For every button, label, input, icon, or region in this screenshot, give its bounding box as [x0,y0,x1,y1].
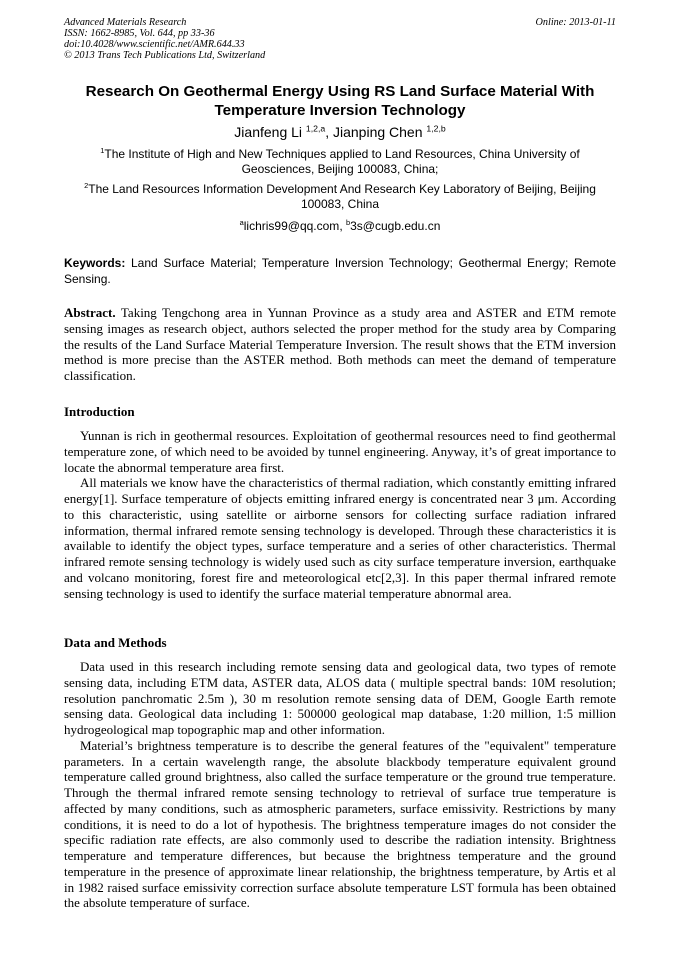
author-list [64,123,616,141]
section-heading-data-methods: Data and Methods [64,635,167,650]
data-methods-body [64,659,616,911]
title-line-1: Research On Geothermal Energy Using RS Land Surface Material With [85,83,595,100]
author-affiliation-mark: 1,2,a [305,123,326,134]
email-link[interactable]: 3s@cugb.edu.cn [350,219,441,233]
paper-title [64,82,616,120]
abstract-text: Taking Tengchong area in Yunnan Province as a study area and ASTER and ETM remote sensing images as research object, authors selected the proper method for the study area by Comparing the results of the Land Surface Material Temperature Inversion. The result shows that the ETM inversion method is more precise than the ASTER method. Both methods can meet the demand of temperature classification. [64,305,616,383]
abstract-label: Abstract. [64,305,116,320]
keywords-text: Land Surface Material; Temperature Inversion Technology; Geothermal Energy; Remote Sensing. [64,256,616,286]
affiliation-mark: 1 [100,146,105,155]
affiliation-mark: 2 [84,181,89,190]
issn-line: ISSN: 1662-8985, Vol. 644, pp 33-36 [64,28,215,39]
section-heading-introduction: Introduction [64,404,135,419]
keywords-label: Keywords: [64,256,126,270]
abstract [64,305,616,384]
paragraph: Material’s brightness temperature is to describe the general features of the "equivalent" temperature parameters. In a certain wavelength range, the absolute blackbody temperature equivalent ground temperature called ground brightness, also called the surface temperature or the ground true temperature. Through the thermal infrared remote sensing technology to retrieval of surface true temperature is affected by many conditions, such as atmospheric parameters, surface emissivity. Restrictions by many conditions, it is need to do a lot of hypothesis. The brightness temperature images do not consider the specific radiation rate effects, are also commonly used to describe the radiation intensity. Brightness temperature and temperature differences, but because the brightness temperature and the ground temperature in the presence of approximate linear relationship, the brightness temperature, by Artis et al in 1982 raised surface emissivity correction surface absolute temperature LST formula has been obtained the absolute temperature of surface. [64,737,616,911]
author-separator: , [325,124,333,140]
affiliation-1 [64,147,616,177]
author-emails [64,219,616,234]
affiliation-2 [64,182,616,212]
affiliation-line: 100083, China [300,197,380,211]
paragraph: Yunnan is rich in geothermal resources. Exploitation of geothermal resources need to find geothermal temperature zone, of which need to be avoided by tunnel engineering. Anyway, it’s of great importance to locate the abnormal temperature area first. [64,428,616,475]
affiliation-line: Geosciences, Beijing 100083, China; [241,162,439,176]
doi-line: doi:10.4028/www.scientific.net/AMR.644.33 [64,39,245,50]
email-mark: b [345,218,351,227]
author-affiliation-mark: 1,2,b [426,123,446,134]
affiliation-line: The Institute of High and New Techniques applied to Land Resources, China University of [104,147,580,161]
affiliation-line: The Land Resources Information Development And Research Key Laboratory of Beijing, Beijing [88,182,596,196]
email-link[interactable]: lichris99@qq.com [243,219,340,233]
paragraph: Data used in this research including remote sensing data and geological data, two types of remote sensing data, including ETM data, ASTER data, ALOS data ( multiple spectral bands: 10M resolution; resolution panchromatic 2.5m ), 30 m resolution remote sensing data of DEM, Google Earth remote sensing data. Geological data including 1: 500000 geological map database, 1:20 million, 1:5 million hydrogeological map topographic map and other information. [64,659,616,737]
introduction-body [64,428,616,601]
author-name: Jianping Chen [332,124,423,140]
email-separator: , [339,219,346,233]
title-line-2: Temperature Inversion Technology [214,102,466,119]
online-date: Online: 2013-01-11 [535,17,616,28]
journal-header [64,17,616,61]
keywords [64,256,616,287]
paragraph: All materials we know have the characteristics of thermal radiation, which constantly emitting infrared energy[1]. Surface temperature of objects emitting infrared energy is concentrated near 3 μm. According to this characteristic, using satellite or airborne sensors for collecting surface radiation infrared information, thermal infrared remote sensing technology is developed. Through these characteristics it is available to identify the object types, surface temperature and a series of other characteristics. Thermal infrared remote sensing technology is widely used such as city surface temperature inversion, earthquake and volcano monitoring, forest fire and meteorological etc[2,3]. In this paper thermal infrared remote sensing technology is used to identify the surface material temperature abnormal area. [64,475,616,601]
email-mark: a [239,218,244,227]
journal-name: Advanced Materials Research [64,17,187,28]
author-name: Jianfeng Li [234,124,303,140]
copyright-line: © 2013 Trans Tech Publications Ltd, Switzerland [64,50,266,61]
